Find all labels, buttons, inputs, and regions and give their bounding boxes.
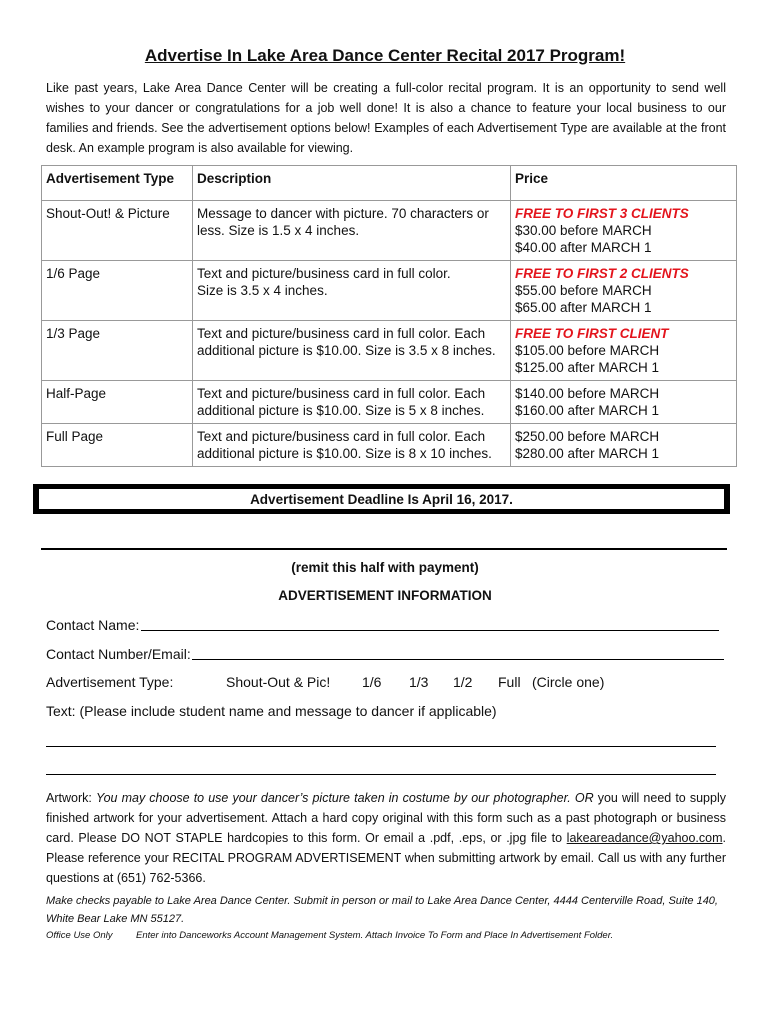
price-after: $40.00 after MARCH 1 — [515, 240, 652, 255]
artwork-body-end: . Please reference your RECITAL PROGRAM ADVERTISEMENT when submitting artwork by email. Call us with any further questions at (651) 762-5366. — [46, 831, 726, 885]
description-line: additional picture is $10.00. Size is 3.5 x 8 inches. — [197, 343, 496, 358]
free-offer: FREE TO FIRST CLIENT — [515, 326, 669, 341]
description-line: Size is 3.5 x 4 inches. — [197, 283, 328, 298]
office-use-note: Enter into Danceworks Account Management System. Attach Invoice To Form and Place In Advertisement Folder. — [136, 930, 614, 941]
ad-type-option[interactable]: 1/2 — [453, 674, 473, 690]
artwork-body: you will need to supply finished artwork for your advertisement. Attach a hard copy original with this form such as a past photograph or business card. Please DO NOT STAPLE hardcopies to this form. Or email a .pdf, .eps, or .jpg file to — [46, 791, 726, 845]
row-description — [193, 381, 511, 424]
contact-name-field[interactable] — [141, 630, 719, 631]
section-heading: ADVERTISEMENT INFORMATION — [278, 588, 492, 603]
price-after: $125.00 after MARCH 1 — [515, 360, 660, 375]
deadline-box: Advertisement Deadline Is April 16, 2017. — [33, 484, 730, 514]
artwork-paragraph — [46, 788, 726, 888]
description-line: Message to dancer with picture. 70 characters or — [197, 206, 489, 221]
table-row — [42, 201, 737, 261]
row-price — [511, 381, 737, 424]
table-row — [42, 424, 737, 467]
table-row — [42, 261, 737, 321]
ad-type-label: Advertisement Type: — [46, 674, 174, 690]
advertisement-table — [41, 165, 737, 467]
intro-paragraph: Like past years, Lake Area Dance Center will be creating a full-color recital program. It is an opportunity to send well wishes to your dancer or congratulations for a job well done! It is also a chance to feature your local business to our families and friends. See the advertisement options below! Examples of each Advertisement Type are available at the front desk. An example program is also available for viewing. — [46, 81, 726, 155]
description-line: Text and picture/business card in full color. Each — [197, 429, 486, 444]
artwork-label: Artwork: — [46, 791, 96, 805]
row-description — [193, 261, 511, 321]
payment-instructions: Make checks payable to Lake Area Dance Center. Submit in person or mail to Lake Area Dance Center, 4444 Centerville Road, Suite 140, White Bear Lake MN 55127. — [46, 895, 718, 925]
row-type: Half-Page — [42, 381, 193, 424]
contact-number-field[interactable] — [192, 659, 724, 660]
ad-type-option[interactable]: 1/3 — [409, 674, 429, 690]
row-type: 1/3 Page — [42, 321, 193, 381]
description-line: additional picture is $10.00. Size is 8 x 10 inches. — [197, 446, 492, 461]
text-field-line[interactable] — [46, 774, 716, 775]
description-line: Text and picture/business card in full color. — [197, 266, 451, 281]
row-price — [511, 424, 737, 467]
description-line: additional picture is $10.00. Size is 5 x 8 inches. — [197, 403, 485, 418]
description-line: Text and picture/business card in full color. Each — [197, 326, 486, 341]
row-description — [193, 201, 511, 261]
description-line: Text and picture/business card in full color. Each — [197, 386, 486, 401]
contact-number-label: Contact Number/Email: — [46, 646, 191, 662]
free-offer: FREE TO FIRST 3 CLIENTS — [515, 206, 689, 221]
row-type: Full Page — [42, 424, 193, 467]
row-description — [193, 321, 511, 381]
free-offer: FREE TO FIRST 2 CLIENTS — [515, 266, 689, 281]
price-before: $250.00 before MARCH — [515, 429, 660, 444]
row-description — [193, 424, 511, 467]
row-price — [511, 321, 737, 381]
row-price — [511, 201, 737, 261]
price-after: $280.00 after MARCH 1 — [515, 446, 660, 461]
artwork-italic-note: You may choose to use your dancer’s picture taken in costume by our photographer. OR — [95, 791, 594, 805]
price-after: $65.00 after MARCH 1 — [515, 300, 652, 315]
remit-note: (remit this half with payment) — [291, 560, 479, 575]
price-before: $105.00 before MARCH — [515, 343, 660, 358]
price-after: $160.00 after MARCH 1 — [515, 403, 660, 418]
text-label: Text: (Please include student name and message to dancer if applicable) — [46, 703, 497, 719]
text-field-line[interactable] — [46, 746, 716, 747]
description-line: less. Size is 1.5 x 4 inches. — [197, 223, 360, 238]
office-use-label: Office Use Only — [46, 930, 113, 941]
email-link[interactable]: lakeareadance@yahoo.com — [566, 831, 723, 845]
ad-type-option[interactable]: 1/6 — [362, 674, 382, 690]
header-ad-type: Advertisement Type — [42, 166, 193, 201]
header-description: Description — [193, 166, 511, 201]
ad-type-option[interactable]: Shout-Out & Pic! — [226, 674, 331, 690]
price-before: $140.00 before MARCH — [515, 386, 660, 401]
circle-one-note: (Circle one) — [532, 674, 605, 690]
row-type: 1/6 Page — [42, 261, 193, 321]
contact-name-label: Contact Name: — [46, 617, 140, 633]
page-title: Advertise In Lake Area Dance Center Recital 2017 Program! — [144, 46, 626, 65]
ad-type-option[interactable]: Full — [498, 674, 521, 690]
cut-line-divider — [41, 548, 727, 550]
row-type: Shout-Out! & Picture — [42, 201, 193, 261]
header-price: Price — [511, 166, 737, 201]
table-header-row — [42, 166, 737, 201]
price-before: $30.00 before MARCH — [515, 223, 652, 238]
table-row — [42, 381, 737, 424]
row-price — [511, 261, 737, 321]
table-row — [42, 321, 737, 381]
price-before: $55.00 before MARCH — [515, 283, 652, 298]
